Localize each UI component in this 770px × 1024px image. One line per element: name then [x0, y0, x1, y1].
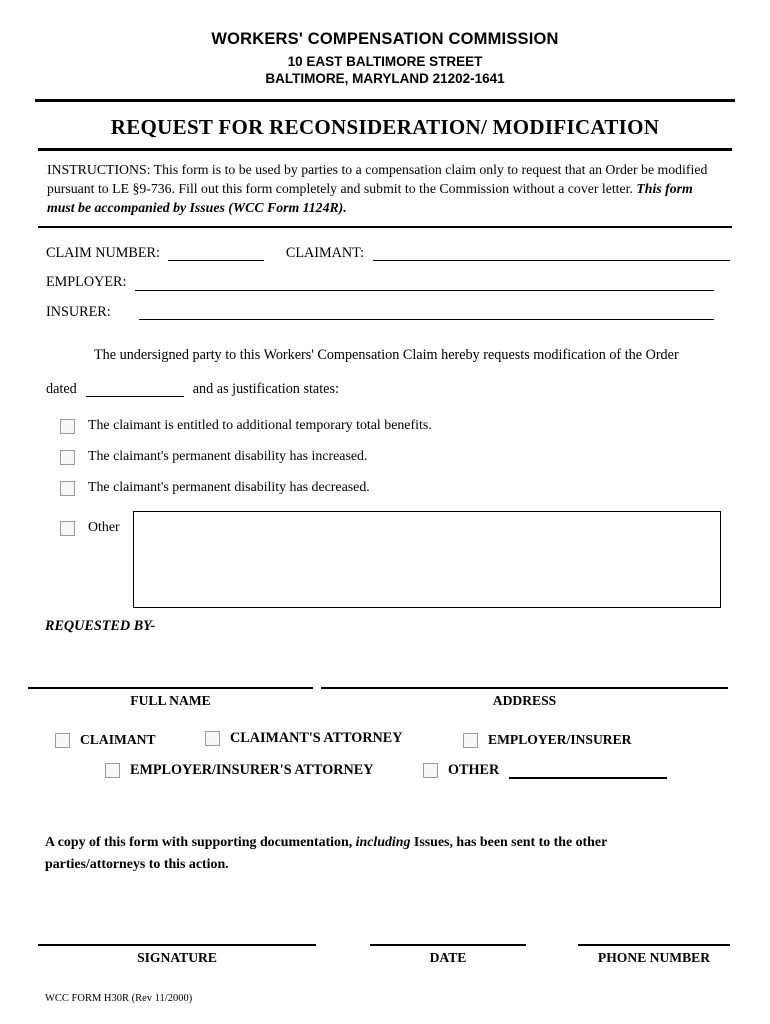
claim-fields: [46, 245, 730, 320]
certification-part2: Issues, has been sent to the other parties/attorneys to this action.: [45, 835, 607, 872]
address-block: [321, 687, 728, 709]
role-row-other: [423, 762, 667, 779]
claim-number-input[interactable]: [168, 246, 264, 262]
signature-row: [0, 944, 770, 966]
letterhead: [0, 30, 770, 86]
temporary-benefits-label: The claimant is entitled to additional temporary total benefits.: [88, 418, 432, 434]
reason-row-temporary-benefits: [60, 418, 770, 434]
temporary-benefits-checkbox[interactable]: [60, 419, 75, 434]
employer-row: [46, 274, 714, 290]
employer-insurers-attorney-checkbox[interactable]: [105, 763, 120, 778]
disability-increased-checkbox[interactable]: [60, 450, 75, 465]
request-sentence: The undersigned party to this Workers' Compensation Claim hereby requests modification of the Order: [94, 347, 679, 364]
claimant-label: CLAIMANT:: [285, 245, 365, 262]
instructions-text: INSTRUCTIONS: This form is to be used by parties to a compensation claim only to request that an Order be modified pursuant to LE §9-736. Fill out this form completely and submit to the Commission without a cover letter.: [47, 162, 708, 197]
employer-insurer-label: EMPLOYER/INSURER: [488, 732, 632, 748]
other-role-checkbox[interactable]: [423, 763, 438, 778]
title-divider: [38, 148, 732, 151]
reason-checklist: [0, 418, 770, 608]
date-block: [370, 944, 526, 966]
signature-block: [38, 944, 316, 966]
address-label: ADDRESS: [492, 693, 557, 709]
role-row-claimants-attorney: [205, 730, 403, 747]
reason-row-disability-decreased: [60, 480, 770, 496]
requested-by-heading: REQUESTED BY-: [45, 618, 156, 635]
instructions-paragraph: [47, 160, 720, 217]
insurer-input[interactable]: [139, 304, 714, 320]
insurer-label: INSURER:: [46, 303, 111, 320]
disability-increased-label: The claimant's permanent disability has increased.: [88, 449, 368, 465]
signature-label: SIGNATURE: [137, 949, 217, 965]
claim-number-row: [46, 245, 730, 261]
form-title: REQUEST FOR RECONSIDERATION/ MODIFICATION: [110, 115, 660, 139]
claimant-input[interactable]: [373, 246, 730, 262]
claim-number-label: CLAIM NUMBER:: [46, 245, 160, 262]
instructions-emphasis: This form must be accompanied by Issues (WCC Form 1124R).: [47, 181, 693, 216]
full-name-block: [28, 687, 313, 709]
other-reason-label: Other: [88, 520, 120, 536]
other-role-input[interactable]: [509, 763, 667, 779]
instructions-divider: [38, 226, 732, 228]
other-reason-checkbox[interactable]: [60, 521, 75, 536]
dated-label: dated: [46, 381, 77, 398]
signature-input[interactable]: [38, 944, 316, 946]
form-number: WCC FORM H30R (Rev 11/2000): [45, 992, 193, 1004]
dated-input[interactable]: [86, 382, 184, 398]
claimant-role-label: CLAIMANT: [80, 732, 156, 748]
role-row-employer-insurers-attorney: [105, 762, 373, 779]
date-input[interactable]: [370, 944, 526, 946]
header-divider: [35, 99, 735, 102]
name-address-row: [0, 687, 770, 709]
org-address-line2: BALTIMORE, MARYLAND 21202-1641: [265, 71, 505, 86]
certification-italic: including: [355, 835, 411, 851]
employer-input[interactable]: [135, 275, 714, 291]
claimant-role-checkbox[interactable]: [55, 733, 70, 748]
certification-statement: [45, 832, 665, 875]
justification-label: and as justification states:: [192, 381, 339, 398]
insurer-row: [46, 304, 714, 320]
phone-input[interactable]: [578, 944, 730, 946]
phone-label: PHONE NUMBER: [597, 949, 711, 965]
org-address-line1: 10 EAST BALTIMORE STREET: [287, 54, 483, 69]
employer-label: EMPLOYER:: [46, 274, 127, 291]
claimants-attorney-label: CLAIMANT'S ATTORNEY: [230, 730, 403, 747]
role-row-employer-insurer: [463, 732, 632, 748]
certification-part1: A copy of this form with supporting documentation,: [45, 835, 356, 851]
role-checklist: [0, 730, 770, 794]
employer-insurer-checkbox[interactable]: [463, 733, 478, 748]
address-input[interactable]: [321, 687, 728, 689]
disability-decreased-checkbox[interactable]: [60, 481, 75, 496]
claimants-attorney-checkbox[interactable]: [205, 731, 220, 746]
full-name-label: FULL NAME: [130, 693, 211, 709]
employer-insurers-attorney-label: EMPLOYER/INSURER'S ATTORNEY: [130, 762, 374, 779]
date-label: DATE: [429, 949, 467, 965]
other-role-label: OTHER: [448, 762, 500, 779]
reason-row-other: [60, 511, 770, 608]
org-name: WORKERS' COMPENSATION COMMISSION: [211, 30, 559, 48]
full-name-input[interactable]: [28, 687, 313, 689]
role-row-claimant: [55, 732, 156, 748]
other-reason-textbox[interactable]: [133, 511, 721, 608]
reason-row-disability-increased: [60, 449, 770, 465]
disability-decreased-label: The claimant's permanent disability has decreased.: [88, 480, 370, 496]
phone-block: [578, 944, 730, 966]
dated-row: [46, 381, 724, 397]
